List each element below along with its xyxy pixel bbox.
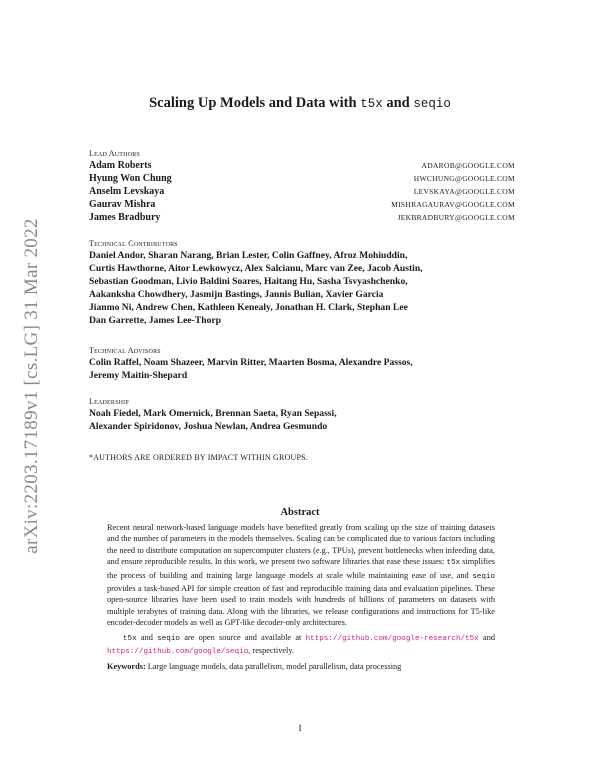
advisor-names: Colin Raffel, Noam Shazeer, Marvin Ritter, Maarten Bosma, Alexandre Passos, Jeremy Maitin-Shepard (89, 357, 413, 382)
keywords-label: Keywords: (107, 662, 146, 672)
paper-title: Scaling Up Models and Data with t5x and seqio (149, 95, 451, 111)
section-heading: Technical Advisors (89, 346, 161, 355)
author-name: Hyung Won Chung (89, 173, 172, 184)
leadership-section (89, 397, 515, 433)
section-heading: Lead Authors (89, 149, 140, 158)
author-row (89, 160, 515, 173)
author-row (89, 212, 515, 225)
author-email: JEKBRADBURY@GOOGLE.COM (397, 213, 515, 222)
availability-paragraph: t5x and seqio are open source and available at https://github.com/google-research/t5x and https://github.com/google/seqio, respectively. (107, 632, 495, 657)
contributor-names: Daniel Andor, Sharan Narang, Brian Lester, Colin Gaffney, Afroz Mohiuddin, Curtis Hawthorne, Aitor Lewkowycz, Alex Salcianu, Marc van Zee, Jacob Austin, Sebastian Goodman, Livio Baldini Soares, Haitang Hu, Sasha Tsvyashchenko, Aakanksha Chowdhery, Jasmijn Bastings, Jannis Bulian, Xavier Garcia Jianmo Ni, Andrew Chen, Kathleen Kenealy, Jonathan H. Clark, Stephan Lee Dan Garrette, James Lee-Thorp (89, 250, 423, 327)
keywords-line: Keywords: Large language models, data parallelism, model parallelism, data processing (107, 662, 402, 672)
author-row (89, 199, 515, 212)
leadership-names: Noah Fiedel, Mark Omernick, Brennan Saeta, Ryan Sepassi, Alexander Spiridonov, Joshua Newlan, Andrea Gesmundo (89, 408, 337, 433)
section-heading: Technical Contributors (89, 239, 178, 248)
seqio-repo-link[interactable]: https://github.com/google/seqio (107, 648, 249, 657)
author-name: Gaurav Mishra (89, 199, 156, 210)
author-email: HWCHUNG@GOOGLE.COM (413, 174, 515, 183)
author-name: Anselm Levskaya (89, 186, 165, 197)
author-email: MISHRAGAURAV@GOOGLE.COM (391, 200, 515, 209)
lead-authors-section (89, 149, 515, 225)
abstract-body (107, 522, 495, 673)
technical-contributors-section (89, 239, 515, 328)
abstract-paragraph: Recent neural network-based language models have benefited greatly from scaling up the size of training datasets and the number of parameters in the models themselves. Scaling can be complicated due to various factors including the need to distribute computation on supercomputer clusters (e.g., TPUs), prevent bottlenecks when infeeding data, and ensure reproducible results. In this work, we present two software libraries that ease these issues: t5x simplifies the process of building and training large language models at scale while maintaining ease of use, and seqio provides a task-based API for simple creation of fast and reproducible training data and evaluation pipelines. These open-source libraries have been used to train models with hundreds of billions of parameters on datasets with multiple terabytes of training data. Along with the libraries, we release configurations and instructions for T5-like encoder-decoder models as well as GPT-like decoder-only architectures. (107, 523, 495, 628)
author-name: Adam Roberts (89, 160, 152, 171)
author-email: LEVSKAYA@GOOGLE.COM (413, 187, 515, 196)
abstract-heading: Abstract (280, 507, 320, 518)
arxiv-identifier (20, 196, 44, 576)
author-email: ADAROB@GOOGLE.COM (421, 161, 515, 170)
author-name: James Bradbury (89, 212, 161, 223)
technical-advisors-section (89, 346, 515, 382)
t5x-repo-link[interactable]: https://github.com/google-research/t5x (305, 634, 479, 643)
author-row (89, 173, 515, 186)
author-order-footnote: *AUTHORS ARE ORDERED BY IMPACT WITHIN GROUPS. (89, 453, 309, 462)
arxiv-identifier-text: arXiv:2203.17189v1 [cs.LG] 31 Mar 2022 (21, 218, 42, 554)
section-heading: Leadership (89, 397, 129, 406)
page-number: 1 (297, 723, 303, 733)
author-row (89, 186, 515, 199)
